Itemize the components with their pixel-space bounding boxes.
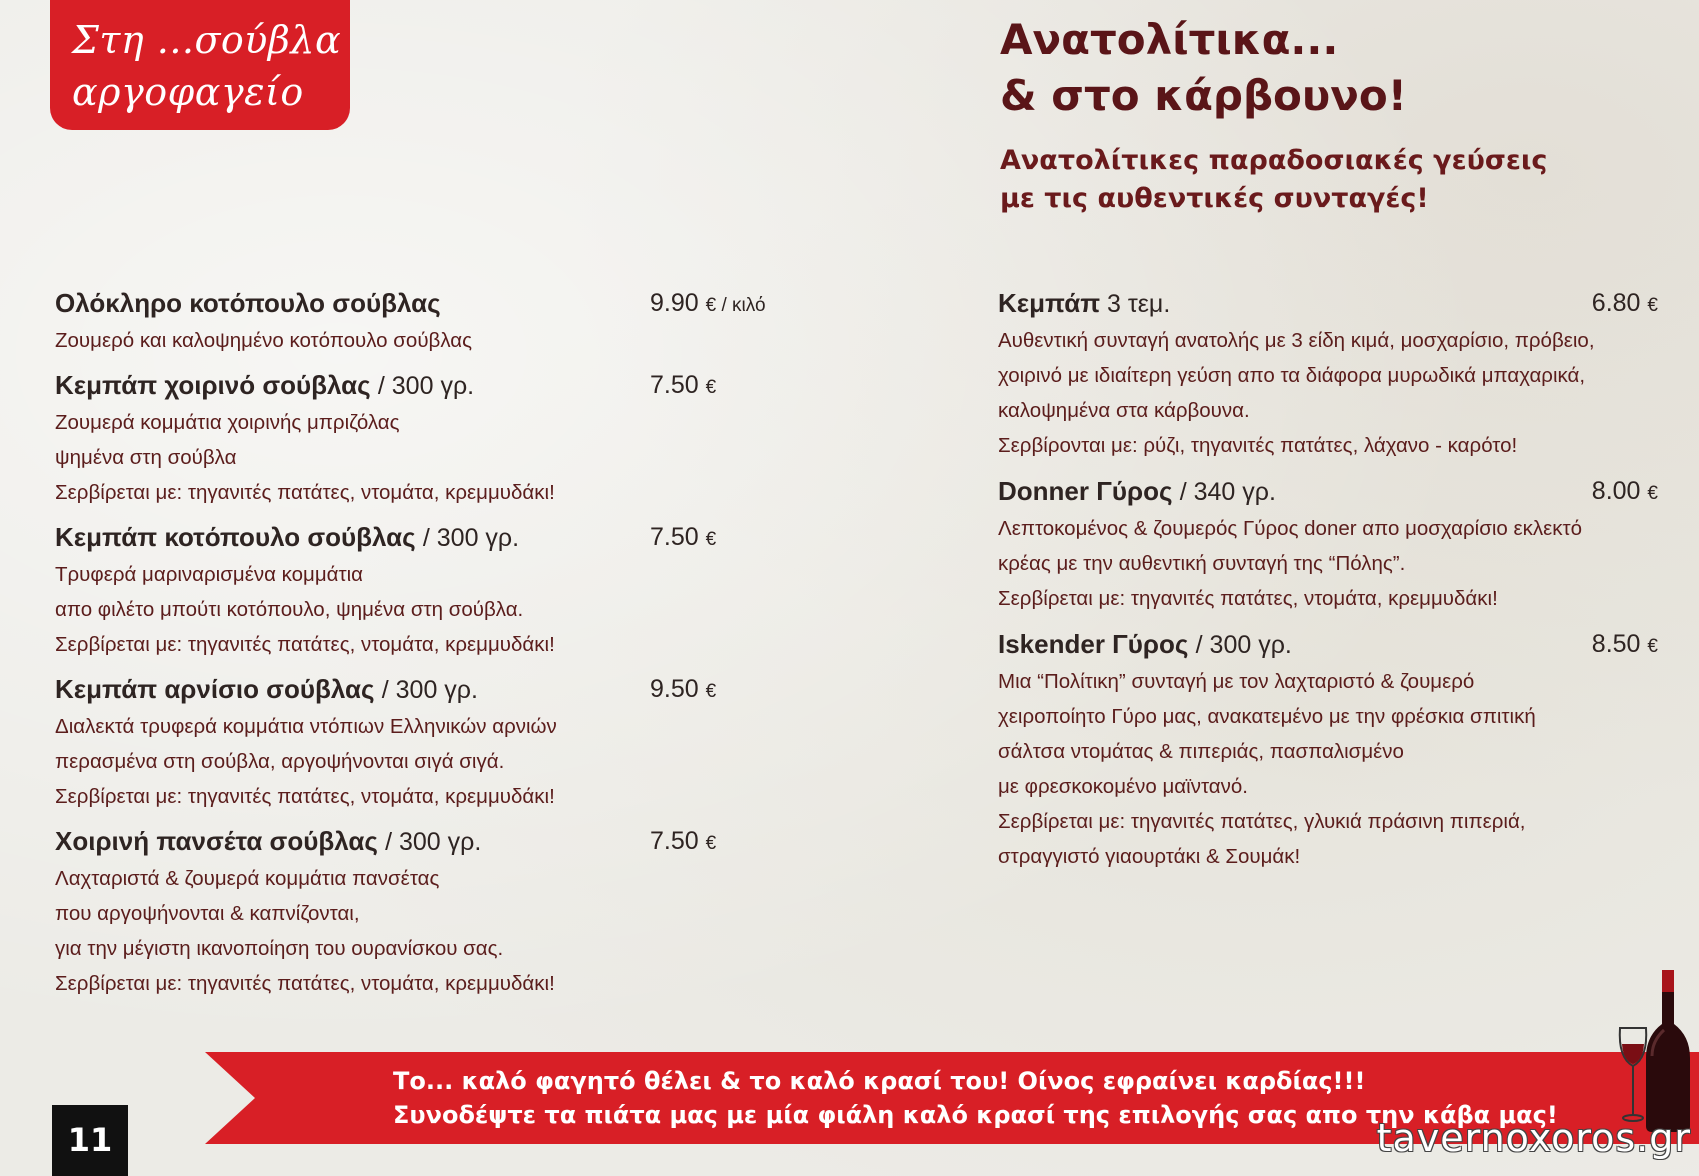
menu-item-price: 8.50 €: [1591, 630, 1658, 658]
menu-item-description: Αυθεντική συνταγή ανατολής με 3 είδη κιμά, μοσχαρίσιο, πρόβειο, χοιρινό με ιδιαίτερη γεύση απο τα διάφορα μυρωδικά μπαχαρικά, καλοψημένα στα κάρβουνα. Σερβίρονται με: ρύζι, τηγανιτές πατάτες, λάχανο - καρότο!: [998, 329, 1595, 457]
badge-line-2: αργοφαγείο: [72, 70, 304, 114]
right-subtitle-line-1: Ανατολίτικες παραδοσιακές γεύσεις: [1000, 145, 1548, 176]
menu-item-price: 9.90 € / κιλό: [650, 289, 766, 317]
menu-item-name: Κεμπάπ χοιρινό σούβλας / 300 γρ.: [55, 370, 475, 400]
right-section-title: [1000, 12, 1600, 124]
menu-item-name: Κεμπάπ κοτόπουλο σούβλας / 300 γρ.: [55, 522, 520, 552]
right-section-subtitle: [1000, 142, 1600, 218]
menu-item-pork-kebab: [55, 365, 785, 510]
menu-item-description: Λεπτοκομένος & ζουμερός Γύρος doner απο μοσχαρίσιο εκλεκτό κρέας με την αυθεντική συνταγή της “Πόλης”. Σερβίρεται με: τηγανιτές πατάτες, ντομάτα, κρεμμυδάκι!: [998, 517, 1583, 610]
menu-item-pork-belly: [55, 821, 785, 1001]
menu-item-description: Μια “Πολίτικη” συνταγή με τον λαχταριστό & ζουμερό χειροποίητο Γύρο μας, ανακατεμένο με την φρέσκια σπιτική σάλτσα ντομάτας & πιπεριάς, πασπαλισμένο με φρεσκοκομένο μαϊντανό. Σερβίρεται με: τηγανιτές πατάτες, γλυκιά πράσινη πιπεριά, στραγγιστό γιαουρτάκι & Σουμάκ!: [998, 670, 1536, 868]
right-subtitle-line-2: με τις αυθεντικές συνταγές!: [1000, 183, 1429, 214]
badge-line-1: Στη ...σούβλα: [72, 18, 342, 62]
wine-bottle-icon: [1616, 966, 1696, 1136]
menu-item-price: 7.50 €: [650, 371, 717, 399]
wine-glass-icon: [1620, 1028, 1646, 1121]
banner-line-2: Συνοδέψτε τα πιάτα μας με μία φιάλη καλό κρασί της επιλογής σας απο την κάβα μας!: [393, 1101, 1558, 1129]
menu-item-name: Donner Γύρος / 340 γρ.: [998, 476, 1276, 506]
menu-item-description: Διαλεκτά τρυφερά κομμάτια ντόπιων Ελληνικών αρνιών περασμένα στη σούβλα, αργοψήνονται σιγά σιγά. Σερβίρεται με: τηγανιτές πατάτες, ντομάτα, κρεμμυδάκι!: [55, 715, 557, 808]
menu-item-name: Χοιρινή πανσέτα σούβλας / 300 γρ.: [55, 826, 482, 856]
menu-item-description: Λαχταριστά & ζουμερά κομμάτια πανσέτας που αργοψήνονται & καπνίζονται, για την μέγιστη ικανοποίηση του ουρανίσκου σας. Σερβίρεται με: τηγανιτές πατάτες, ντομάτα, κρεμμυδάκι!: [55, 867, 555, 995]
menu-item-chicken-kebab: [55, 517, 785, 662]
watermark: tavernoxoros.gr: [1376, 1116, 1691, 1160]
menu-item-name: Iskender Γύρος / 300 γρ.: [998, 629, 1292, 659]
menu-item-lamb-kebab: [55, 669, 785, 814]
menu-item-name: Κεμπάπ αρνίσιο σούβλας / 300 γρ.: [55, 674, 478, 704]
menu-item-whole-chicken: [55, 283, 785, 358]
menu-item-price: 9.50 €: [650, 675, 717, 703]
menu-item-description: Ζουμερά κομμάτια χοιρινής μπριζόλας ψημένα στη σούβλα Σερβίρεται με: τηγανιτές πατάτες, ντομάτα, κρεμμυδάκι!: [55, 411, 555, 504]
menu-item-description: Τρυφερά μαριναρισμένα κομμάτια απο φιλέτο μπούτι κοτόπουλο, ψημένα στη σούβλα. Σερβίρεται με: τηγανιτές πατάτες, ντομάτα, κρεμμυδάκι!: [55, 563, 555, 656]
menu-item-description: Ζουμερό και καλοψημένο κοτόπουλο σούβλας: [55, 329, 472, 352]
menu-item-price: 6.80 €: [1591, 289, 1658, 317]
section-badge-title: [72, 14, 342, 118]
right-title-line-1: Ανατολίτικα...: [1000, 15, 1339, 64]
menu-item-name: Ολόκληρο κοτόπουλο σούβλας: [55, 288, 441, 318]
menu-item-price: 8.00 €: [1591, 477, 1658, 505]
menu-item-name: Κεμπάπ 3 τεμ.: [998, 288, 1171, 318]
menu-item-donner-gyros: [998, 471, 1678, 616]
menu-item-iskender-gyros: [998, 624, 1678, 874]
menu-item-price: 7.50 €: [650, 523, 717, 551]
right-title-line-2: & στο κάρβουνο!: [1000, 71, 1407, 120]
menu-item-price: 7.50 €: [650, 827, 717, 855]
page-number: 11: [52, 1105, 128, 1176]
menu-item-kebab-3pcs: [998, 283, 1678, 463]
banner-line-1: Το... καλό φαγητό θέλει & το καλό κρασί του! Οίνος εφραίνει καρδίας!!!: [393, 1067, 1366, 1095]
